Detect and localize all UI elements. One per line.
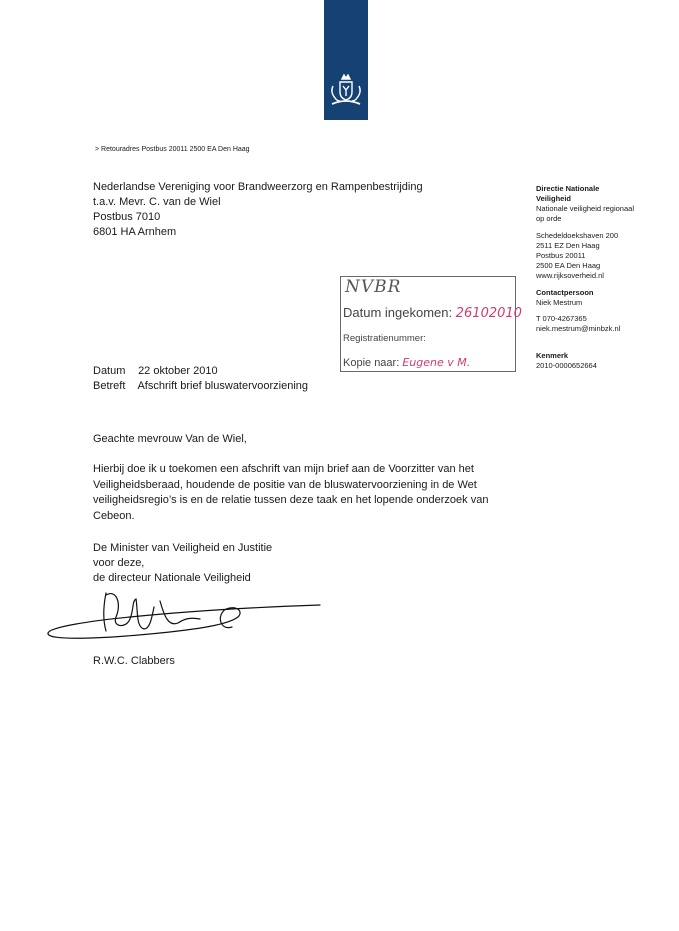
letter-body: Hierbij doe ik u toekomen een afschrift van mijn brief aan de Voorzitter van het Veiligheidsberaad, houdende de positie van de bluswatervoorziening in de Wet veiligheidsregio’s is en de relatie tussen deze taak en het lopende onderzoek van Cebeon.	[93, 463, 489, 522]
website-link[interactable]: www.rijksoverheid.nl	[536, 271, 604, 280]
contact-details: T 070-4267365 niek.mestrum@minbzk.nl	[536, 314, 621, 333]
recipient-line: 6801 HA Arnhem	[93, 226, 177, 238]
handwritten-signature	[40, 587, 330, 652]
date-row: Datum 22 oktober 2010	[93, 365, 218, 377]
return-address: > Retouradres Postbus 20011 2500 EA Den Haag	[95, 146, 250, 153]
recipient-line: Nederlandse Vereniging voor Brandweerzorg en Rampenbestrijding	[93, 181, 423, 193]
stamp-received: Datum ingekomen: 26102010	[343, 305, 522, 321]
closing: De Minister van Veiligheid en Justitie voor deze, de directeur Nationale Veiligheid	[93, 542, 273, 584]
contact-block: Contactpersoon Niek Mestrum	[536, 288, 594, 307]
recipient-address	[93, 180, 423, 240]
subject-row: Betreft Afschrift brief bluswatervoorziening	[93, 380, 309, 392]
stamp-org: NVBR	[345, 277, 402, 297]
signer-name: R.W.C. Clabbers	[93, 655, 175, 667]
government-logo	[324, 0, 368, 120]
stamp-copy: Kopie naar: Eugene v M.	[343, 356, 471, 369]
coat-of-arms-icon	[327, 72, 365, 110]
recipient-line: t.a.v. Mevr. C. van de Wiel	[93, 196, 221, 208]
salutation: Geachte mevrouw Van de Wiel,	[93, 433, 247, 445]
stamp-copy-recipient: Eugene v M.	[402, 356, 471, 369]
reference-block: Kenmerk 2010-0000652664	[536, 351, 597, 370]
email-link[interactable]: niek.mestrum@minbzk.nl	[536, 324, 621, 333]
stamp-received-date: 26102010	[455, 306, 522, 321]
letter-meta	[93, 364, 308, 394]
received-stamp	[340, 276, 522, 372]
sender-address: Schedeldoekshaven 200 2511 EZ Den Haag Postbus 20011 2500 EA Den Haag www.rijksoverheid.nl	[536, 231, 619, 280]
sender-department: Directie Nationale Veiligheid Nationale veiligheid regionaal op orde	[536, 184, 634, 223]
stamp-registration: Registratienummer:	[343, 333, 426, 344]
recipient-line: Postbus 7010	[93, 211, 161, 223]
